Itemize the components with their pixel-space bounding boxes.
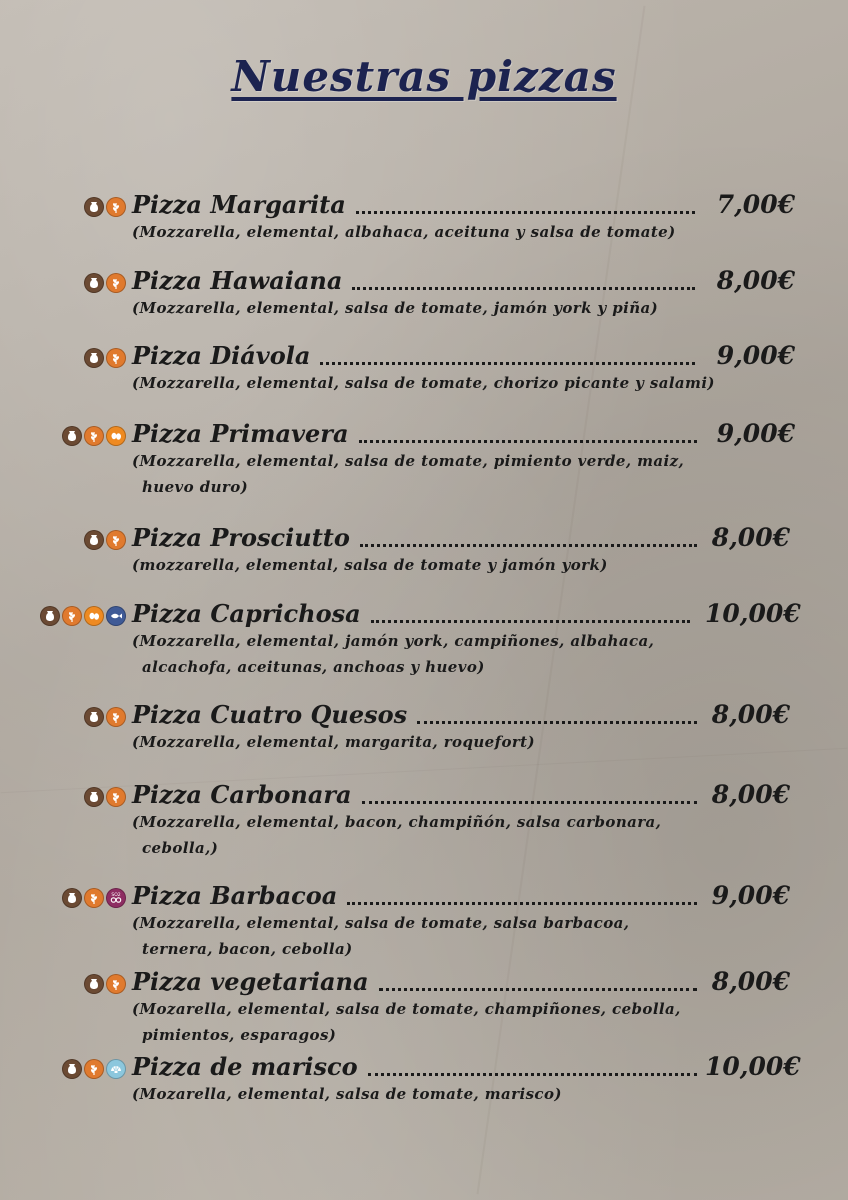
allergen-icons [84,787,126,807]
pizza-ingredients [132,552,672,578]
ingredients-line: (Mozarella, elemental, salsa de tomate, champiñones, cebolla, [132,1000,681,1018]
dot-leader [379,986,697,991]
pizza-name: Pizza Cuatro Quesos [132,700,408,729]
allergen-icons [62,888,126,908]
ingredients-line: alcachofa, aceitunas, anchoas y huevo) [142,658,485,676]
milk-jug-icon [84,197,104,217]
page-title: Nuestras pizzas [231,52,617,101]
pizza-name: Pizza Barbacoa [132,881,338,910]
wheat-icon [106,707,126,727]
milk-jug-icon [62,888,82,908]
pizza-name: Pizza Diávola [132,341,311,370]
wheat-icon [84,426,104,446]
pizza-ingredients [132,910,672,962]
pizza-name: Pizza Margarita [132,190,346,219]
milk-jug-icon [84,348,104,368]
milk-jug-icon [84,707,104,727]
allergen-icons [62,1059,126,1079]
wheat-icon [106,974,126,994]
milk-jug-icon [84,273,104,293]
fish-icon [106,606,126,626]
sulphites-icon [106,888,126,908]
wheat-icon [84,888,104,908]
pizza-price: 9,00€ [711,881,790,910]
ingredients-line: (Mozzarella, elemental, jamón york, campiñones, albahaca, [132,632,655,650]
wheat-icon [106,530,126,550]
allergen-icons [84,530,126,550]
pizza-ingredients [132,996,681,1048]
ingredients-line: (Mozarella, elemental, salsa de tomate, marisco) [132,1085,562,1103]
ingredients-line: cebolla,) [142,839,219,857]
pizza-name: Pizza Caprichosa [132,599,361,628]
ingredients-line: (Mozzarella, elemental, albahaca, aceituna y salsa de tomate) [132,223,676,241]
ingredients-line: (mozzarella, elemental, salsa de tomate y jamón york) [132,556,608,574]
pizza-price: 10,00€ [705,599,801,628]
pizza-ingredients [132,628,672,680]
ingredients-line: (Mozzarella, elemental, salsa de tomate, chorizo picante y salami) [132,374,715,392]
pizza-name: Pizza Prosciutto [132,523,350,552]
dot-leader [352,285,695,290]
pizza-ingredients [132,448,685,500]
milk-jug-icon [62,426,82,446]
allergen-icons [84,273,126,293]
pizza-price: 9,00€ [716,341,795,370]
milk-jug-icon [84,787,104,807]
pizza-ingredients [132,295,672,321]
ingredients-line: (Mozzarella, elemental, salsa de tomate, jamón york y piña) [132,299,659,317]
pizza-price: 9,00€ [716,419,795,448]
ingredients-line: huevo duro) [142,478,249,496]
egg-icon [106,426,126,446]
dot-leader [360,542,697,547]
pizza-price: 7,00€ [716,190,795,219]
ingredients-line: ternera, bacon, cebolla) [142,940,353,958]
wheat-icon [106,197,126,217]
allergen-icons [84,974,126,994]
wheat-icon [106,348,126,368]
ingredients-line: (Mozzarella, elemental, salsa de tomate, salsa barbacoa, [132,914,630,932]
pizza-name: Pizza vegetariana [132,967,369,996]
wheat-icon [106,273,126,293]
allergen-icons [84,197,126,217]
dot-leader [371,618,690,623]
wheat-icon [106,787,126,807]
milk-jug-icon [84,974,104,994]
svg-text:SO2: SO2 [111,893,121,898]
pizza-price: 8,00€ [716,266,795,295]
pizza-name: Pizza de marisco [132,1052,358,1081]
pizza-ingredients [132,729,672,755]
dot-leader [347,900,697,905]
pizza-price: 8,00€ [711,967,790,996]
wheat-icon [62,606,82,626]
ingredients-line: (Mozzarella, elemental, margarita, roquefort) [132,733,535,751]
allergen-icons [40,606,126,626]
pizza-price: 8,00€ [711,523,790,552]
allergen-icons [84,707,126,727]
allergen-icons [84,348,126,368]
milk-jug-icon [62,1059,82,1079]
dot-leader [417,719,697,724]
milk-jug-icon [84,530,104,550]
dot-leader [359,438,698,443]
pizza-price: 10,00€ [705,1052,801,1081]
wheat-icon [84,1059,104,1079]
shell-icon [106,1059,126,1079]
milk-jug-icon [40,606,60,626]
ingredients-line: pimientos, esparagos) [142,1026,337,1044]
dot-leader [362,799,697,804]
pizza-ingredients [132,1081,672,1107]
egg-icon [84,606,104,626]
pizza-name: Pizza Hawaiana [132,266,343,295]
dot-leader [356,209,695,214]
ingredients-line: (Mozzarella, elemental, bacon, champiñón, salsa carbonara, [132,813,662,831]
pizza-ingredients [132,809,672,861]
pizza-ingredients [132,219,676,245]
pizza-price: 8,00€ [711,700,790,729]
pizza-price: 8,00€ [711,780,790,809]
allergen-icons [62,426,126,446]
dot-leader [368,1071,697,1076]
pizza-ingredients [132,370,715,396]
dot-leader [320,360,695,365]
pizza-name: Pizza Carbonara [132,780,352,809]
ingredients-line: (Mozzarella, elemental, salsa de tomate, pimiento verde, maiz, [132,452,685,470]
pizza-name: Pizza Primavera [132,419,349,448]
